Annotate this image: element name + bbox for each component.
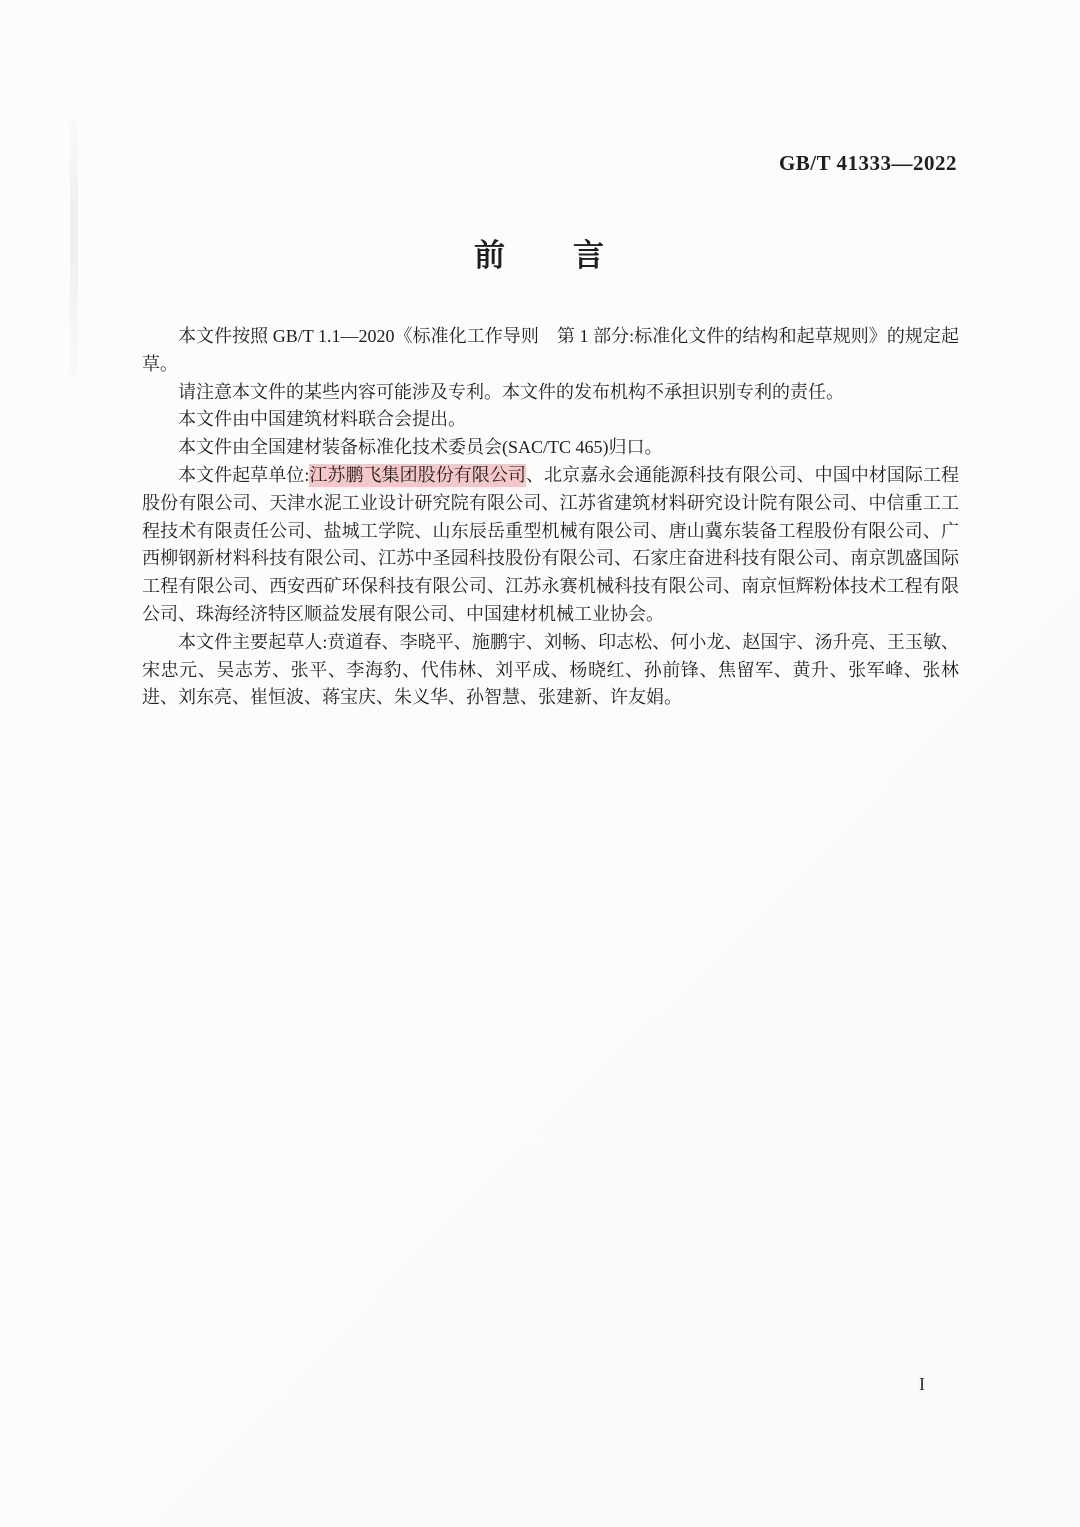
paragraph — [142, 323, 959, 379]
page-title: 前 言 — [474, 238, 606, 273]
text-run: 本文件主要起草人:贲道春、李晓平、施鹏宇、刘畅、印志松、何小龙、赵国宇、汤升亮、王玉敏、宋忠元、吴志芳、张平、李海豹、代伟林、刘平成、杨晓红、孙前锋、焦留军、黄升、张军峰、张林进、刘东亮、崔恒波、蒋宝庆、朱义华、孙智慧、张建新、许友娟。 — [142, 631, 959, 708]
text-run: 本文件起草单位: — [178, 464, 310, 485]
paragraph — [142, 406, 959, 434]
paragraph — [142, 379, 959, 407]
text-run: 本文件由全国建材装备标准化技术委员会(SAC/TC 465)归口。 — [178, 437, 663, 458]
text-run: 请注意本文件的某些内容可能涉及专利。本文件的发布机构不承担识别专利的责任。 — [178, 381, 844, 402]
standard-code: GB/T 41333—2022 — [778, 151, 957, 175]
paragraph — [142, 434, 959, 462]
foreword-body — [142, 323, 959, 712]
highlighted-company: 江苏鹏飞集团股份有限公司 — [309, 464, 526, 485]
text-run: 、北京嘉永会通能源科技有限公司、中国中材国际工程股份有限公司、天津水泥工业设计研究院有限公司、江苏省建筑材料研究设计院有限公司、中信重工工程技术有限责任公司、盐城工学院、山东辰岳重型机械有限公司、唐山冀东装备工程股份有限公司、广西柳钢新材料科技有限公司、江苏中圣园科技股份有限公司、石家庄奋进科技有限公司、南京凯盛国际工程有限公司、西安西矿环保科技有限公司、江苏永赛机械科技有限公司、南京恒辉粉体技术工程有限公司、珠海经济特区顺益发展有限公司、中国建材机械工业协会。 — [142, 464, 959, 624]
text-run: 本文件由中国建筑材料联合会提出。 — [178, 409, 466, 430]
page-number: I — [919, 1374, 925, 1394]
paragraph — [142, 629, 959, 712]
text-run: 本文件按照 GB/T 1.1—2020《标准化工作导则 第 1 部分:标准化文件的结构和起草规则》的规定起草。 — [142, 326, 959, 374]
paragraph — [142, 462, 959, 629]
